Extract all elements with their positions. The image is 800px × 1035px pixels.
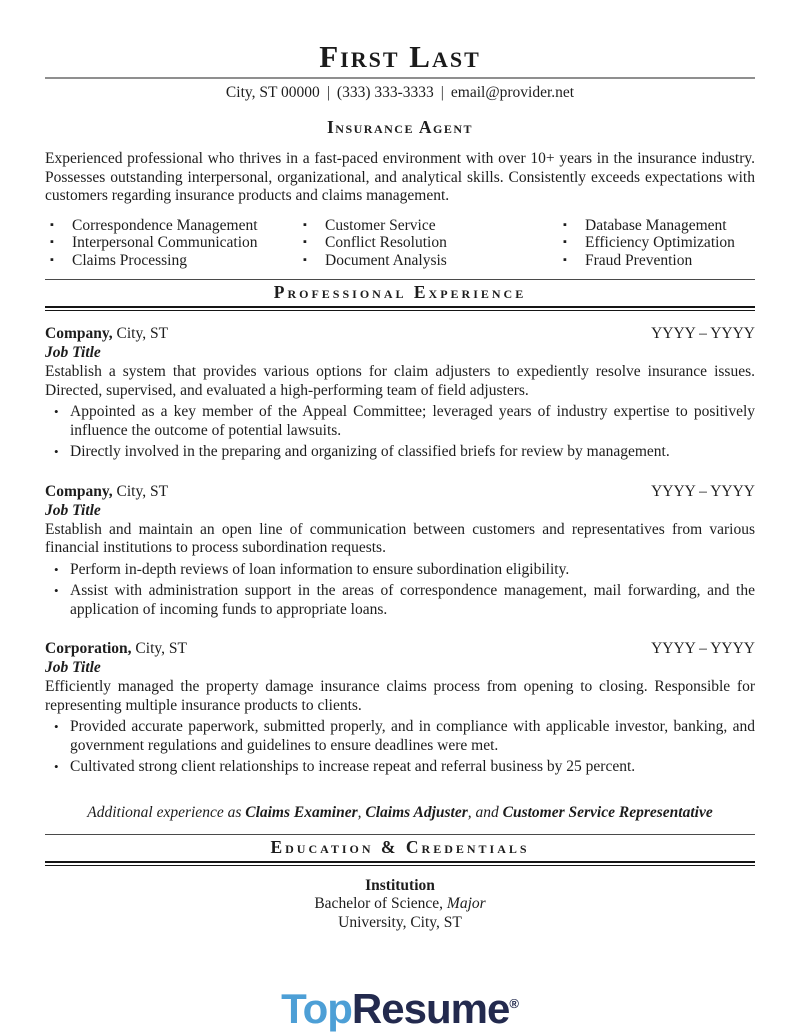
square-bullet-icon: ▪ xyxy=(50,218,54,231)
skill-item xyxy=(298,234,558,252)
skills-grid xyxy=(45,217,755,270)
job-bullet xyxy=(45,403,755,440)
dot-bullet-icon: • xyxy=(54,719,59,734)
job-dates: YYYY – YYYY xyxy=(651,640,755,657)
topresume-logo xyxy=(45,982,755,1031)
square-bullet-icon: ▪ xyxy=(303,236,307,248)
dot-bullet-icon: • xyxy=(54,561,59,577)
additional-separator: , xyxy=(357,803,366,821)
company-location: City, ST xyxy=(112,482,169,500)
section-divider xyxy=(45,306,755,311)
job-title: Job Title xyxy=(45,344,101,361)
company-line xyxy=(45,640,187,658)
skill-label: Customer Service xyxy=(325,216,436,234)
skill-label: Efficiency Optimization xyxy=(585,234,735,251)
dot-bullet-icon: • xyxy=(54,583,59,598)
skill-item xyxy=(45,234,298,252)
job-role-title: Insurance Agent xyxy=(326,117,474,137)
square-bullet-icon: ▪ xyxy=(563,218,567,231)
bullet-text: Provided accurate paperwork, submitted properly, and in compliance with applicable investor, banking, and government regulations and guidelines to ensure deadlines were met. xyxy=(70,718,755,754)
skill-item xyxy=(558,252,755,270)
contact-email: email@provider.net xyxy=(450,84,575,101)
contact-separator: | xyxy=(326,84,330,101)
dot-bullet-icon: • xyxy=(54,759,59,774)
job-title: Job Title xyxy=(45,659,101,676)
company-location: City, ST xyxy=(131,640,187,657)
skill-item xyxy=(45,252,298,270)
bullet-text: Directly involved in the preparing and organizing of classified briefs for review by management. xyxy=(70,443,670,460)
job-bullet-list xyxy=(45,718,755,777)
job-description: Efficiently managed the property damage insurance claims process from opening to closing. Responsible for representing multiple insurance products to clients. xyxy=(45,678,755,714)
school-line: University, City, ST xyxy=(338,913,462,931)
skill-item xyxy=(558,217,755,235)
section-title: Education & Credentials xyxy=(270,836,530,857)
additional-experience-line xyxy=(45,804,755,822)
square-bullet-icon: ▪ xyxy=(50,253,54,266)
major: Major xyxy=(446,895,486,912)
square-bullet-icon: ▪ xyxy=(563,253,567,266)
registered-mark-icon: ® xyxy=(509,996,519,1011)
company-line xyxy=(45,483,168,501)
job-bullet-list xyxy=(45,403,755,462)
section-header-education xyxy=(45,834,755,866)
experience-entry-1 xyxy=(45,325,755,462)
section-header-experience xyxy=(45,279,755,311)
section-divider xyxy=(45,861,755,866)
skill-label: Conflict Resolution xyxy=(325,234,447,251)
company-name: Company, xyxy=(45,482,113,500)
job-heading xyxy=(45,640,755,658)
skills-column-2 xyxy=(298,217,558,270)
degree-line xyxy=(45,895,755,914)
bullet-text: Perform in-depth reviews of loan information to ensure subordination eligibility. xyxy=(70,560,570,578)
additional-prefix: Additional experience as xyxy=(87,803,246,821)
additional-role: Claims Adjuster xyxy=(365,803,468,821)
job-dates: YYYY – YYYY xyxy=(651,325,755,342)
job-title: Job Title xyxy=(45,501,101,519)
job-bullet-list xyxy=(45,561,755,620)
skill-label: Fraud Prevention xyxy=(585,251,693,269)
company-name: Company, xyxy=(45,325,113,342)
summary-paragraph: Experienced professional who thrives in a fast-paced environment with over 10+ years in the insurance industry. Possesses outstanding interpersonal, organizational, and analytical skills. Consistently exceeds expectations with customers regarding insurance products and claims management. xyxy=(45,150,755,204)
skill-label: Database Management xyxy=(585,216,727,234)
square-bullet-icon: ▪ xyxy=(303,253,307,266)
institution-name: Institution xyxy=(365,876,435,894)
contact-location: City, ST 00000 xyxy=(225,84,320,101)
square-bullet-icon: ▪ xyxy=(563,236,567,248)
square-bullet-icon: ▪ xyxy=(303,218,307,231)
job-bullet xyxy=(45,758,755,777)
company-line xyxy=(45,325,168,343)
skill-label: Document Analysis xyxy=(325,251,447,269)
skill-label: Correspondence Management xyxy=(72,216,258,234)
degree: Bachelor of Science, xyxy=(314,895,447,912)
education-entry xyxy=(45,877,755,933)
bullet-text: Appointed as a key member of the Appeal Committee; leveraged years of industry expertise to positively influence the outcome of potential lawsuits. xyxy=(70,403,755,439)
job-description: Establish and maintain an open line of communication between customers and representatives from various financial institutions to process subordination requests. xyxy=(45,520,755,556)
additional-separator: , and xyxy=(467,803,503,821)
experience-entry-2 xyxy=(45,483,755,620)
skill-item xyxy=(558,234,755,252)
job-bullet xyxy=(45,443,755,462)
job-bullet xyxy=(45,718,755,755)
skill-item xyxy=(45,217,298,235)
logo-top-text: Top xyxy=(281,985,352,1032)
job-heading xyxy=(45,483,755,501)
bullet-text: Cultivated strong client relationships to increase repeat and referral business by 25 percent. xyxy=(70,758,636,775)
dot-bullet-icon: • xyxy=(54,404,59,419)
job-heading xyxy=(45,325,755,343)
skill-label: Claims Processing xyxy=(72,251,187,269)
section-title: Professional Experience xyxy=(273,282,527,302)
company-name: Corporation, xyxy=(45,640,132,657)
logo-resume-text: Resume xyxy=(351,985,510,1032)
candidate-name: First Last xyxy=(319,39,481,74)
skill-label: Interpersonal Communication xyxy=(72,234,258,251)
additional-role: Claims Examiner xyxy=(245,803,358,821)
contact-phone: (333) 333-3333 xyxy=(336,84,434,101)
skills-column-1 xyxy=(45,217,298,270)
job-dates: YYYY – YYYY xyxy=(651,482,755,500)
skill-item xyxy=(298,252,558,270)
company-location: City, ST xyxy=(112,325,169,342)
skills-column-3 xyxy=(558,217,755,270)
dot-bullet-icon: • xyxy=(54,444,59,459)
bullet-text: Assist with administration support in the areas of correspondence management, mail forwarding, and the application of incoming funds to appropriate loans. xyxy=(70,582,755,618)
job-description: Establish a system that provides various options for claim adjusters to expediently resolve insurance issues. Directed, supervised, and evaluated a high-performing team of field adjusters. xyxy=(45,363,755,399)
job-bullet xyxy=(45,582,755,619)
square-bullet-icon: ▪ xyxy=(50,236,54,248)
skill-item xyxy=(298,217,558,235)
job-bullet xyxy=(45,561,755,580)
experience-entry-3 xyxy=(45,640,755,777)
contact-separator: | xyxy=(440,84,444,101)
contact-line xyxy=(45,79,755,104)
additional-role: Customer Service Representative xyxy=(502,803,713,821)
